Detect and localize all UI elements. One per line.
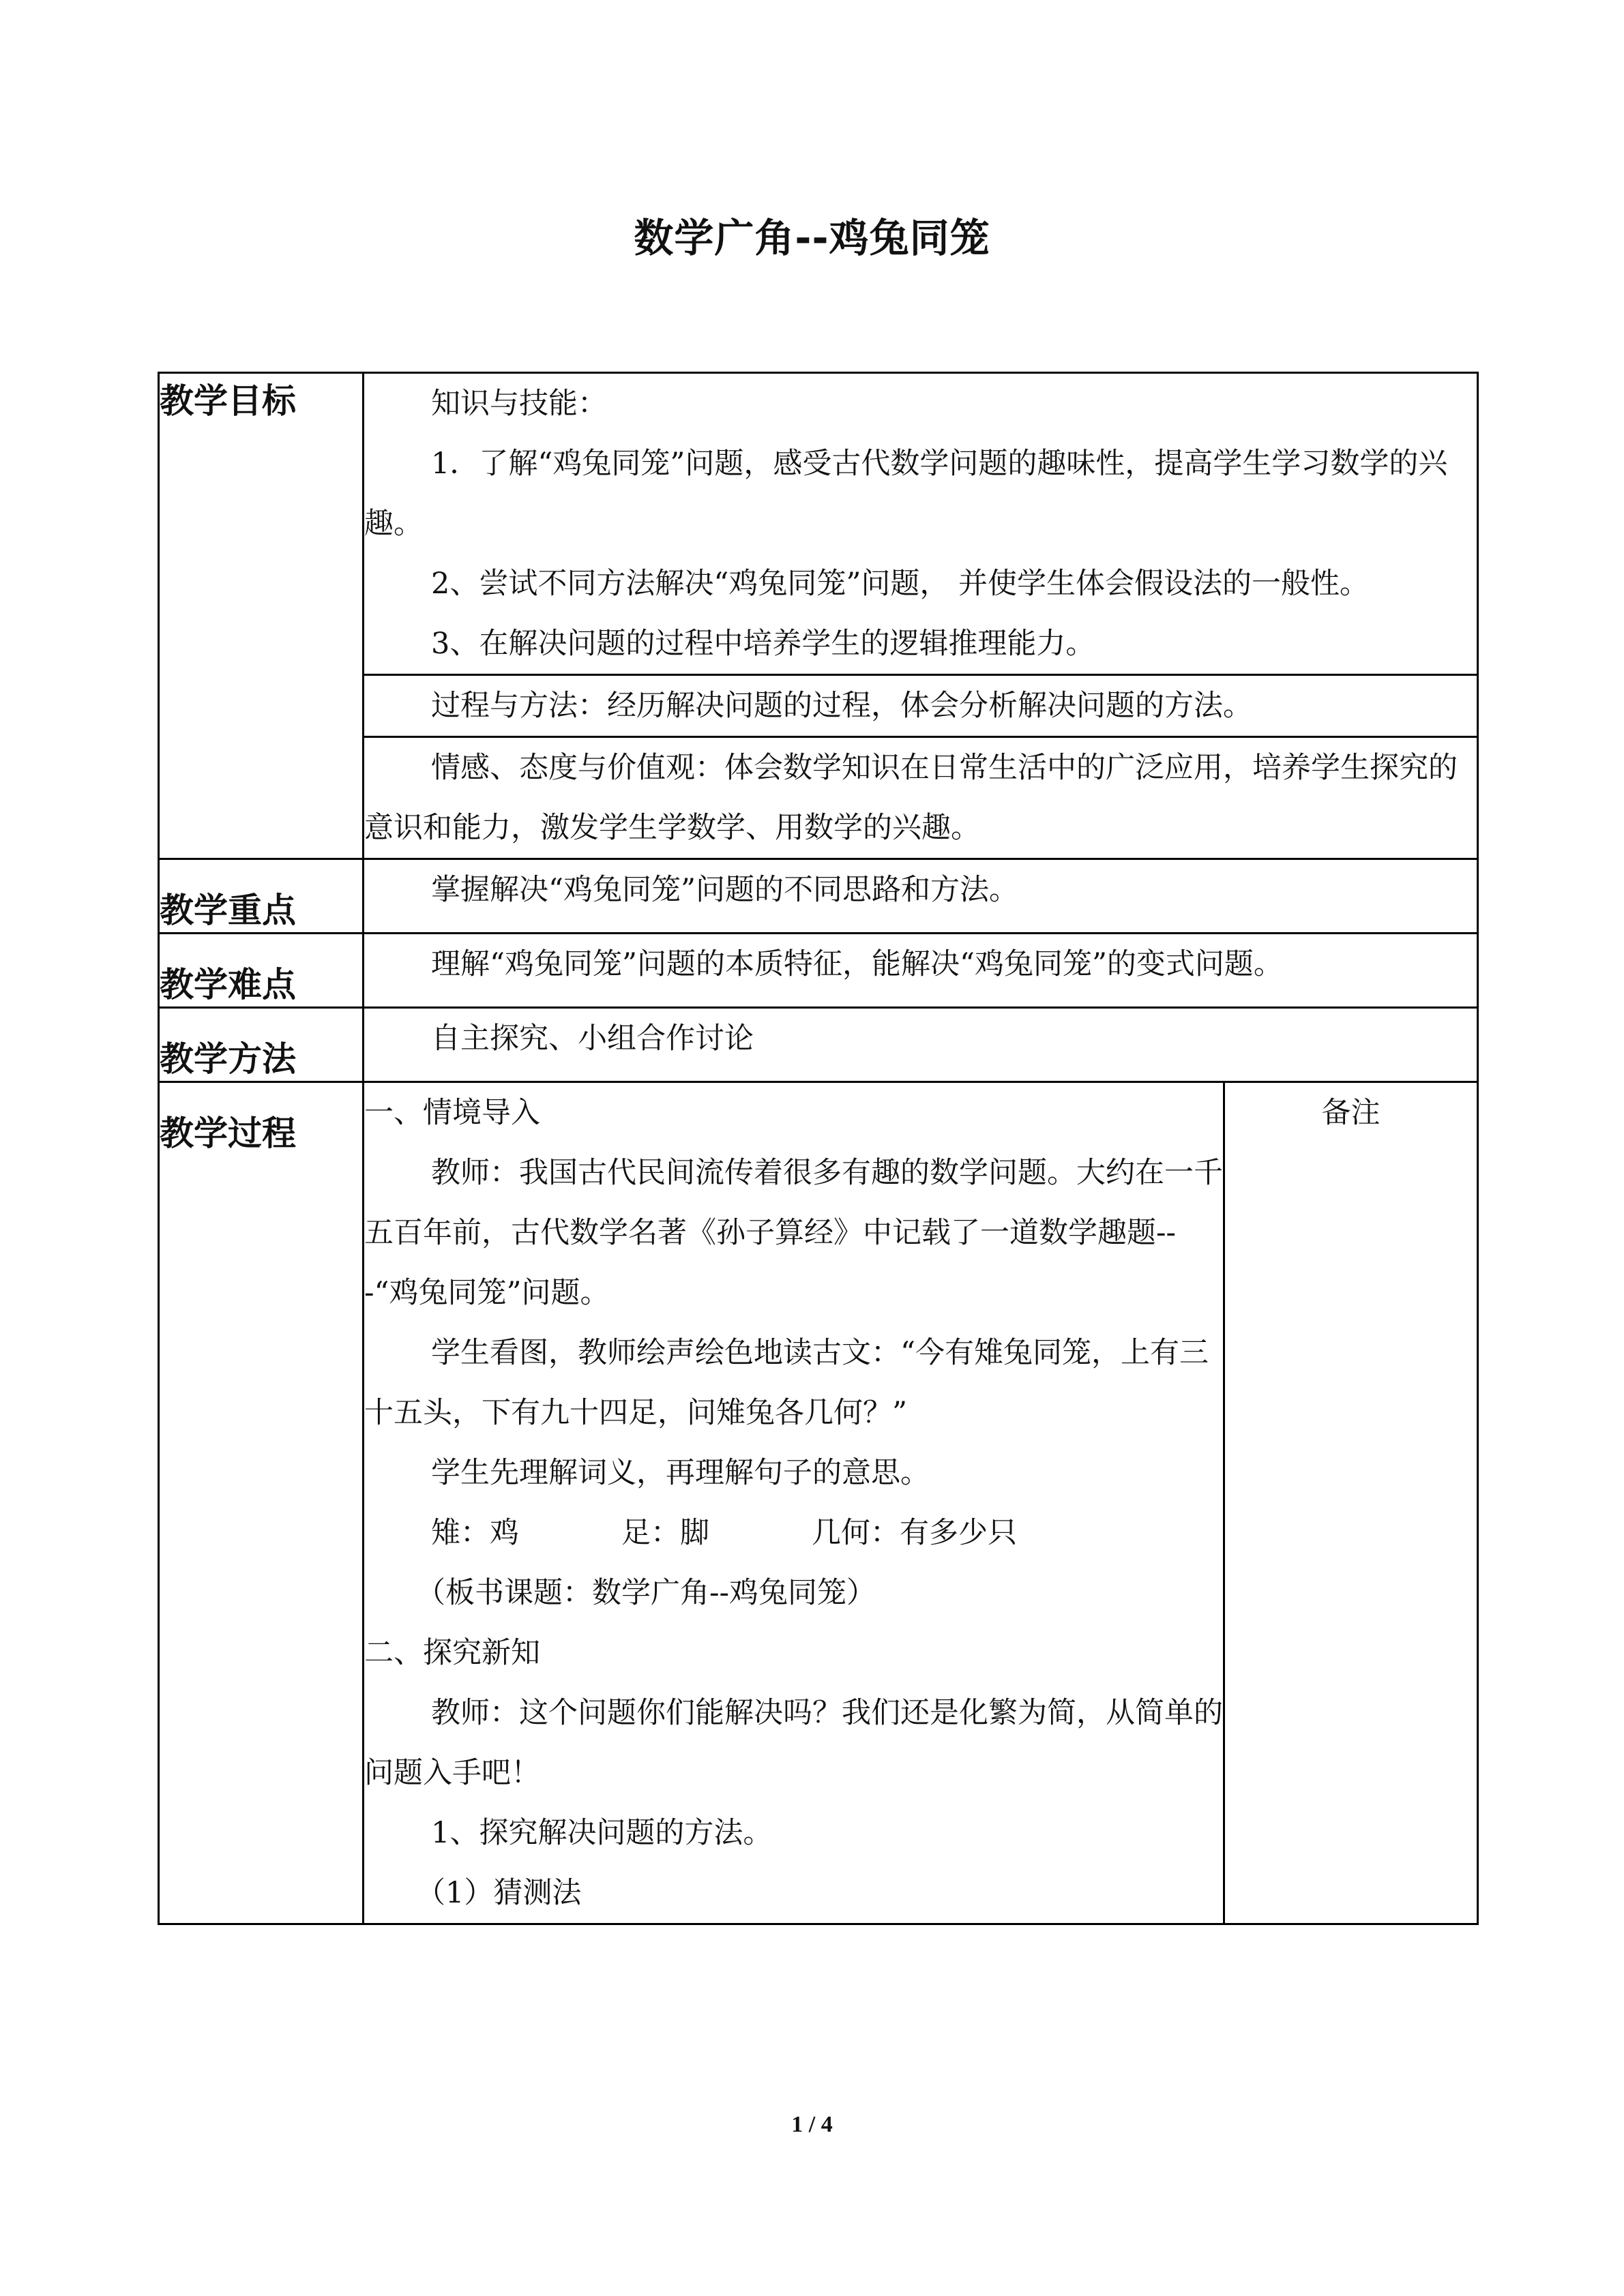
notes-label: 备注 (1321, 1096, 1381, 1130)
method-label: 教学方法 (159, 1008, 364, 1082)
process-row (159, 1082, 1478, 1924)
method-cell (364, 1008, 1478, 1082)
difficulty-cell (364, 934, 1478, 1008)
difficulty-text: 理解“鸡兔同笼”问题的本质特征，能解决“鸡兔同笼”的变式问题。 (431, 947, 1283, 981)
difficulty-row (159, 934, 1478, 1008)
objective-item-3: 3、在解决问题的过程中培养学生的逻辑推理能力。 (431, 627, 1095, 661)
process-method-text: 过程与方法：经历解决问题的过程，体会分析解决问题的方法。 (431, 689, 1252, 723)
process-paragraph: 学生看图，教师绘声绘色地读古文：“今有雉兔同笼，上有三十五头，下有九十四足，问雉兔各几何？” (364, 1336, 1209, 1430)
key-point-cell (364, 859, 1478, 934)
glossary-item: 雉：鸡 (431, 1516, 519, 1550)
board-title: （板书课题：数学广角--鸡兔同笼） (416, 1576, 876, 1610)
glossary-item: 足：脚 (621, 1516, 709, 1550)
process-paragraph: 教师：我国古代民间流传着很多有趣的数学问题。大约在一千五百年前，古代数学名著《孙子算经》中记载了一道数学趣题---“鸡兔同笼”问题。 (364, 1156, 1223, 1310)
key-point-text: 掌握解决“鸡兔同笼”问题的不同思路和方法。 (431, 873, 1018, 907)
key-point-label: 教学重点 (159, 859, 364, 934)
objective-item-1: 1．了解“鸡兔同笼”问题，感受古代数学问题的趣味性，提高学生学习数学的兴趣。 (364, 447, 1448, 541)
process-paragraph: 教师：这个问题你们能解决吗？我们还是化繁为简，从简单的问题入手吧！ (364, 1696, 1223, 1790)
page-title: 数学广角--鸡兔同笼 (634, 215, 990, 261)
key-point-row (159, 859, 1478, 934)
emotion-cell (364, 737, 1478, 859)
process-label: 教学过程 (159, 1082, 364, 1924)
process-paragraph: （1）猜测法 (416, 1876, 582, 1910)
section-heading-1: 一、情境导入 (364, 1096, 540, 1130)
emotion-text: 情感、态度与价值观：体会数学知识在日常生活中的广泛应用，培养学生探究的意识和能力，激发学生学数学、用数学的兴趣。 (364, 751, 1458, 845)
objectives-label: 教学目标 (159, 373, 364, 859)
page-number: 1 / 4 (791, 2112, 833, 2137)
glossary-item: 几何：有多少只 (812, 1516, 1017, 1550)
notes-cell (1224, 1082, 1478, 1924)
knowledge-heading: 知识与技能： (431, 387, 607, 421)
method-text: 自主探究、小组合作讨论 (431, 1022, 754, 1056)
process-paragraph: 学生先理解词义，再理解句子的意思。 (431, 1456, 930, 1490)
objective-item-2: 2、尝试不同方法解决“鸡兔同笼”问题， 并使学生体会假设法的一般性。 (431, 567, 1369, 601)
section-heading-2: 二、探究新知 (364, 1636, 540, 1670)
glossary-line (364, 1503, 1223, 1563)
method-row (159, 1008, 1478, 1082)
process-paragraph: 1、探究解决问题的方法。 (431, 1816, 773, 1850)
difficulty-label: 教学难点 (159, 934, 364, 1008)
lesson-plan-table (158, 372, 1479, 1925)
process-content-cell (364, 1082, 1224, 1924)
knowledge-skills-cell (364, 373, 1478, 675)
process-method-cell (364, 675, 1478, 737)
objectives-row-knowledge (159, 373, 1478, 675)
